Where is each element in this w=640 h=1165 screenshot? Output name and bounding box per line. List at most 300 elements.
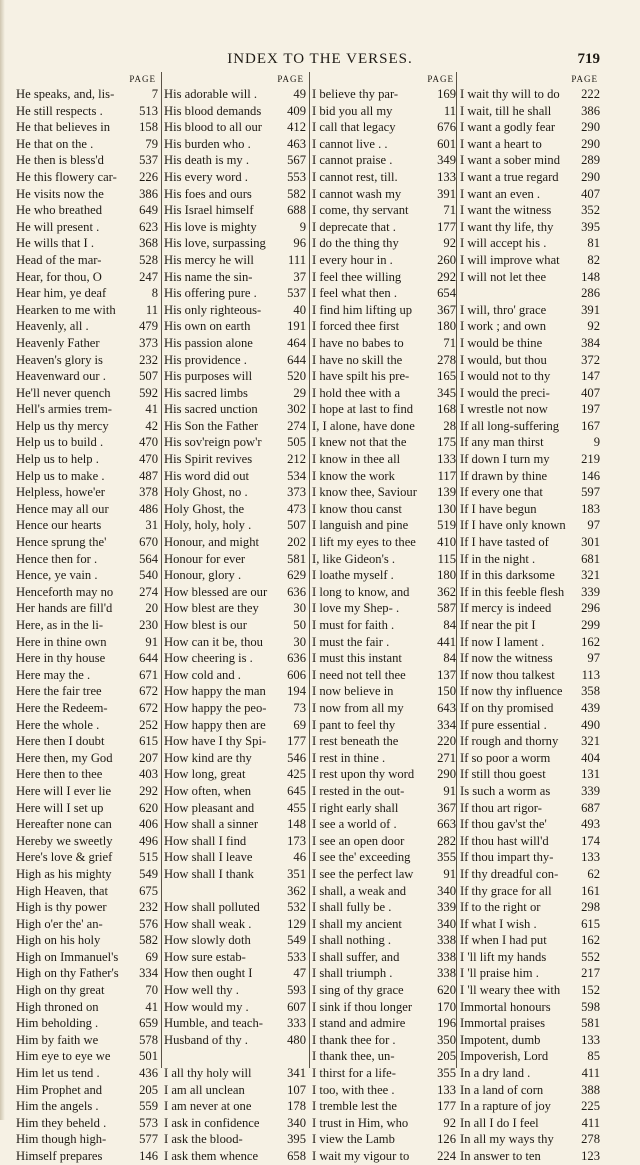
entry-first-line: Immortal honours — [460, 999, 551, 1014]
index-entry — [164, 999, 306, 1016]
entry-first-line: Hear him, ye deaf — [16, 286, 107, 301]
entry-page-number: 296 — [581, 601, 600, 616]
entry-page-number: 169 — [437, 87, 456, 101]
entry-first-line: In answer to ten — [460, 1149, 541, 1163]
entry-first-line: His death is my . — [164, 153, 250, 168]
entry-page-number: 133 — [437, 169, 456, 184]
entry-page-number: 62 — [587, 866, 600, 881]
entry-first-line: I rest in thine . — [312, 750, 386, 765]
entry-first-line: Here may the . — [16, 667, 91, 682]
entry-first-line: How blest is our — [164, 618, 247, 632]
entry-page-number: 84 — [443, 651, 456, 666]
entry-page-number: 373 — [139, 335, 158, 350]
index-entry — [312, 202, 456, 219]
index-entry — [164, 534, 306, 551]
entry-first-line: How would my . — [164, 999, 249, 1014]
entry-page-number: 30 — [293, 601, 306, 616]
index-entry — [460, 584, 600, 601]
entry-page-number: 479 — [139, 319, 158, 334]
index-entry — [164, 916, 306, 933]
index-entry — [16, 1048, 158, 1065]
index-entry — [164, 86, 306, 103]
entry-page-number: 373 — [287, 485, 306, 500]
entry-first-line: How blest are they — [164, 601, 259, 616]
entry-first-line: If in this feeble flesh — [460, 584, 565, 599]
entry-first-line: He that believes in — [16, 120, 111, 135]
entry-page-number: 97 — [587, 518, 600, 533]
entry-first-line: Him they beheld . — [16, 1115, 107, 1130]
entry-first-line: I would be thine — [460, 335, 543, 350]
entry-page-number: 232 — [139, 352, 158, 367]
index-column-4 — [460, 72, 600, 1163]
entry-first-line: I 'll praise him . — [460, 966, 539, 981]
entry-page-number: 282 — [437, 833, 456, 848]
index-entry — [16, 949, 158, 966]
entry-first-line: I forced thee first — [312, 319, 400, 334]
entry-page-number: 115 — [437, 551, 456, 566]
index-entry — [312, 119, 456, 136]
entry-first-line: I cannot wash my — [312, 186, 402, 201]
index-entry — [164, 434, 306, 451]
entry-page-number: 559 — [139, 1099, 158, 1114]
index-entry — [16, 318, 158, 335]
index-entry — [460, 269, 600, 286]
index-entry — [312, 219, 456, 236]
index-entry — [16, 634, 158, 651]
entry-page-number: 410 — [437, 535, 456, 550]
index-entry — [460, 932, 600, 949]
entry-first-line: His every word . — [164, 169, 248, 184]
entry-page-number: 470 — [139, 452, 158, 467]
entry-page-number: 302 — [287, 402, 306, 417]
entry-page-number: 629 — [287, 568, 306, 583]
index-entry — [16, 1065, 158, 1082]
entry-first-line: Heavenward our . — [16, 369, 106, 384]
index-entry — [164, 335, 306, 352]
entry-page-number: 340 — [287, 1115, 306, 1130]
index-entry — [164, 717, 306, 734]
entry-first-line: Holy Ghost, the — [164, 501, 245, 516]
entry-first-line: I loathe myself . — [312, 568, 394, 583]
column-label: PAGE — [277, 74, 304, 84]
entry-page-number: 139 — [437, 485, 456, 500]
entry-page-number: 338 — [437, 949, 456, 964]
entry-first-line: I shall my ancient — [312, 916, 402, 931]
entry-first-line: High Heaven, that — [16, 883, 108, 898]
index-entry — [164, 484, 306, 501]
entry-page-number: 180 — [437, 568, 456, 583]
entry-first-line: I know thou canst — [312, 501, 402, 516]
entry-first-line: Honour, and might — [164, 535, 259, 550]
entry-page-number: 146 — [581, 468, 600, 483]
entry-page-number: 532 — [287, 900, 306, 915]
entry-first-line: I languish and pine — [312, 518, 409, 533]
index-entry — [164, 285, 306, 302]
index-entry — [16, 883, 158, 900]
entry-first-line: I too, with thee . — [312, 1082, 395, 1097]
index-entry — [16, 451, 158, 468]
entry-page-number: 368 — [139, 236, 158, 251]
entry-page-number: 207 — [139, 750, 158, 765]
page-number: 719 — [577, 51, 600, 67]
entry-page-number: 620 — [437, 983, 456, 998]
entry-page-number: 271 — [437, 750, 456, 765]
entry-first-line: I must this instant — [312, 651, 402, 666]
entry-page-number: 178 — [287, 1099, 306, 1114]
entry-first-line: I will, thro' grace — [460, 302, 547, 317]
index-entry — [16, 600, 158, 617]
entry-page-number: 133 — [437, 452, 456, 467]
index-entry — [460, 899, 600, 916]
index-entry — [164, 252, 306, 269]
index-entry — [16, 119, 158, 136]
entry-first-line: I view the Lamb — [312, 1132, 395, 1147]
index-entry — [312, 169, 456, 186]
entry-first-line: I know in thee all — [312, 452, 401, 467]
entry-page-number: 567 — [287, 153, 306, 168]
index-entry — [460, 235, 600, 252]
entry-page-number: 71 — [443, 203, 456, 218]
entry-first-line: His own on earth — [164, 319, 251, 334]
entry-first-line: Hence our hearts — [16, 518, 102, 533]
entry-first-line: I sink if thou longer — [312, 999, 413, 1014]
entry-first-line: How sure estab- — [164, 949, 246, 964]
entry-first-line: He still respects . — [16, 103, 103, 118]
entry-first-line: I have no babes to — [312, 335, 404, 350]
entry-first-line: I all thy holy will — [164, 1066, 252, 1081]
entry-first-line: Here the fair tree — [16, 684, 102, 699]
entry-page-number: 681 — [581, 551, 600, 566]
index-entry — [312, 717, 456, 734]
entry-page-number: 50 — [293, 618, 306, 632]
entry-page-number: 388 — [581, 1082, 600, 1097]
index-entry — [460, 833, 600, 850]
entry-first-line: If drawn by thine — [460, 468, 548, 483]
entry-first-line: I want thy life, thy — [460, 219, 554, 234]
entry-first-line: I bid you all my — [312, 103, 393, 118]
entry-first-line: I see an open door — [312, 833, 405, 848]
entry-first-line: I believe thy par- — [312, 87, 399, 101]
index-entry — [164, 401, 306, 418]
entry-page-number: 69 — [145, 949, 158, 964]
entry-first-line: How can it be, thou — [164, 634, 263, 649]
entry-first-line: High is thy power — [16, 900, 107, 915]
index-entry — [460, 1115, 600, 1132]
index-entry — [16, 136, 158, 153]
entry-page-number: 224 — [437, 1149, 456, 1163]
index-entry — [164, 551, 306, 568]
index-entry — [460, 700, 600, 717]
entry-page-number: 299 — [581, 618, 600, 632]
index-entry — [164, 1082, 306, 1099]
entry-list — [16, 86, 158, 1165]
index-entry — [16, 468, 158, 485]
entry-page-number: 581 — [581, 1016, 600, 1031]
entry-page-number: 92 — [587, 319, 600, 334]
entry-page-number: 338 — [437, 966, 456, 981]
index-entry — [460, 451, 600, 468]
entry-page-number: 173 — [287, 833, 306, 848]
entry-first-line: I see the perfect law — [312, 866, 414, 881]
index-entry — [460, 816, 600, 833]
entry-page-number: 29 — [293, 385, 306, 400]
entry-first-line: High throned on — [16, 999, 99, 1014]
entry-page-number: 42 — [145, 418, 158, 433]
entry-first-line: If mercy is indeed — [460, 601, 552, 616]
entry-page-number: 644 — [287, 352, 306, 367]
entry-first-line: Here will I ever lie — [16, 783, 112, 798]
entry-first-line: I, I alone, have done — [312, 418, 415, 433]
index-entry — [460, 1065, 600, 1082]
entry-page-number: 20 — [145, 601, 158, 616]
index-entry — [164, 152, 306, 169]
entry-first-line: His only righteous- — [164, 302, 262, 317]
index-entry — [460, 169, 600, 186]
entry-page-number: 672 — [139, 684, 158, 699]
entry-page-number: 620 — [139, 800, 158, 815]
index-entry — [312, 468, 456, 485]
entry-first-line: I will accept his . — [460, 236, 547, 251]
entry-first-line: How slowly doth — [164, 933, 251, 948]
entry-page-number: 81 — [587, 236, 600, 251]
index-entry — [460, 916, 600, 933]
index-entry — [312, 634, 456, 651]
entry-page-number: 386 — [139, 186, 158, 201]
entry-page-number: 298 — [581, 900, 600, 915]
index-entry — [312, 103, 456, 120]
page-binding-edge — [0, 0, 5, 1120]
index-entry — [312, 484, 456, 501]
index-entry — [16, 368, 158, 385]
index-entry — [16, 551, 158, 568]
entry-first-line: High o'er the' an- — [16, 916, 103, 931]
index-entry — [312, 318, 456, 335]
entry-page-number: 177 — [437, 1099, 456, 1114]
index-entry — [460, 136, 600, 153]
entry-first-line: If on thy promised — [460, 700, 554, 715]
entry-page-number: 372 — [581, 352, 600, 367]
entry-first-line: He speaks, and, lis- — [16, 87, 115, 101]
entry-first-line: Immortal praises — [460, 1016, 545, 1031]
entry-page-number: 411 — [581, 1115, 600, 1130]
entry-page-number: 46 — [293, 850, 306, 865]
entry-page-number: 341 — [287, 1066, 306, 1081]
entry-page-number: 395 — [581, 219, 600, 234]
entry-first-line: Help us thy mercy — [16, 418, 109, 433]
entry-page-number: 7 — [151, 87, 158, 101]
entry-first-line: Hence, ye vain . — [16, 568, 98, 583]
entry-first-line: I shall, a weak and — [312, 883, 407, 898]
entry-page-number: 582 — [287, 186, 306, 201]
entry-first-line: I have spilt his pre- — [312, 369, 410, 384]
entry-page-number: 345 — [437, 385, 456, 400]
index-entry — [460, 517, 600, 534]
entry-first-line: If any man thirst — [460, 435, 544, 450]
entry-page-number: 549 — [139, 866, 158, 881]
entry-page-number: 123 — [581, 1149, 600, 1163]
entry-page-number: 576 — [139, 916, 158, 931]
entry-first-line: Honour for ever — [164, 551, 246, 566]
entry-page-number: 292 — [437, 269, 456, 284]
entry-first-line: His offering pure . — [164, 286, 257, 301]
entry-first-line: I shall suffer, and — [312, 949, 400, 964]
entry-page-number: 71 — [443, 335, 456, 350]
entry-first-line: Holy Ghost, no . — [164, 485, 248, 500]
entry-first-line: Here then I doubt — [16, 734, 105, 749]
index-entry — [312, 1048, 456, 1065]
index-entry — [164, 501, 306, 518]
entry-first-line: He then is bless'd — [16, 153, 104, 168]
entry-page-number: 191 — [287, 319, 306, 334]
entry-first-line: I wait my vigour to — [312, 1149, 410, 1163]
entry-page-number: 441 — [437, 634, 456, 649]
entry-first-line: How shall I find — [164, 833, 247, 848]
entry-first-line: His word did out — [164, 468, 250, 483]
entry-first-line: High on Immanuel's — [16, 949, 119, 964]
entry-page-number: 92 — [443, 1115, 456, 1130]
index-entry — [460, 318, 600, 335]
entry-first-line: If now thy influence — [460, 684, 563, 699]
entry-page-number: 84 — [443, 618, 456, 632]
entry-page-number: 47 — [293, 966, 306, 981]
index-entry — [312, 335, 456, 352]
entry-page-number: 540 — [139, 568, 158, 583]
entry-first-line: Here then, my God — [16, 750, 113, 765]
entry-first-line: How shall a sinner — [164, 817, 259, 832]
entry-page-number: 578 — [139, 1032, 158, 1047]
index-entry — [460, 634, 600, 651]
entry-page-number: 133 — [581, 1032, 600, 1047]
entry-first-line: Holy, holy, holy . — [164, 518, 252, 533]
index-entry — [16, 783, 158, 800]
entry-first-line: If down I turn my — [460, 452, 550, 467]
entry-page-number: 92 — [443, 236, 456, 251]
entry-first-line: Him the angels . — [16, 1099, 99, 1114]
index-entry — [312, 1098, 456, 1115]
entry-page-number: 643 — [437, 700, 456, 715]
entry-first-line: If what I wish . — [460, 916, 537, 931]
index-entry — [460, 999, 600, 1016]
entry-first-line: I trust in Him, who — [312, 1115, 409, 1130]
entry-page-number: 391 — [437, 186, 456, 201]
entry-page-number: 411 — [581, 1066, 600, 1081]
entry-page-number: 9 — [299, 219, 306, 234]
entry-first-line: If so poor a worm — [460, 750, 551, 765]
index-entry — [312, 667, 456, 684]
entry-page-number: 493 — [581, 817, 600, 832]
entry-first-line: Hear, for thou, O — [16, 269, 102, 284]
entry-page-number: 403 — [139, 767, 158, 782]
index-entry — [312, 949, 456, 966]
entry-first-line: I sing of thy grace — [312, 983, 404, 998]
entry-first-line: I feel thee willing — [312, 269, 402, 284]
entry-first-line: I hold thee with a — [312, 385, 401, 400]
index-entry — [312, 783, 456, 800]
index-entry — [312, 916, 456, 933]
entry-first-line: I ask in confidence — [164, 1115, 260, 1130]
entry-first-line: If I have begun — [460, 501, 537, 516]
entry-page-number: 69 — [293, 717, 306, 732]
entry-page-number: 386 — [581, 103, 600, 118]
entry-first-line: Here will I set up — [16, 800, 104, 815]
entry-page-number: 409 — [287, 103, 306, 118]
index-entry — [16, 617, 158, 634]
entry-page-number: 334 — [139, 966, 158, 981]
index-entry — [164, 600, 306, 617]
index-entry — [460, 567, 600, 584]
entry-page-number: 597 — [581, 485, 600, 500]
entry-page-number: 407 — [581, 186, 600, 201]
entry-first-line: In all I do I feel — [460, 1115, 539, 1130]
index-entry — [460, 866, 600, 883]
entry-page-number: 180 — [437, 319, 456, 334]
index-entry — [460, 1048, 600, 1065]
index-entry — [164, 1115, 306, 1132]
entry-page-number: 463 — [287, 136, 306, 151]
index-entry — [164, 1148, 306, 1165]
index-entry — [16, 932, 158, 949]
index-column-2 — [164, 72, 306, 1163]
entry-first-line: I would, but thou — [460, 352, 547, 367]
index-entry — [312, 551, 456, 568]
entry-page-number: 91 — [443, 783, 456, 798]
index-entry — [312, 584, 456, 601]
entry-page-number: 487 — [139, 468, 158, 483]
entry-page-number: 378 — [139, 485, 158, 500]
index-entry — [16, 186, 158, 203]
entry-first-line: His blood demands — [164, 103, 262, 118]
entry-first-line: I feel what then . — [312, 286, 397, 301]
entry-page-number: 395 — [287, 1132, 306, 1147]
index-entry — [312, 650, 456, 667]
entry-page-number: 230 — [139, 618, 158, 632]
index-entry — [164, 219, 306, 236]
entry-first-line: I right early shall — [312, 800, 399, 815]
entry-page-number: 31 — [145, 518, 158, 533]
entry-first-line: In a rapture of joy — [460, 1099, 551, 1114]
index-entry — [460, 434, 600, 451]
entry-page-number: 553 — [287, 169, 306, 184]
entry-page-number: 292 — [139, 783, 158, 798]
entry-page-number: 533 — [287, 949, 306, 964]
index-entry — [312, 1065, 456, 1082]
entry-first-line: If thou gav'st the' — [460, 817, 547, 832]
entry-page-number: 384 — [581, 335, 600, 350]
entry-first-line: Impoverish, Lord — [460, 1049, 549, 1064]
entry-first-line: Hearken to me with — [16, 302, 116, 317]
index-entry — [16, 169, 158, 186]
entry-page-number: 290 — [581, 169, 600, 184]
entry-first-line: He who breathed — [16, 203, 103, 218]
index-entry — [312, 600, 456, 617]
index-entry — [460, 717, 600, 734]
entry-first-line: I want a true regard — [460, 169, 559, 184]
entry-page-number: 334 — [437, 717, 456, 732]
entry-page-number: 549 — [287, 933, 306, 948]
entry-first-line: His adorable will . — [164, 87, 258, 101]
index-entry — [16, 833, 158, 850]
entry-page-number: 290 — [437, 767, 456, 782]
index-entry — [16, 86, 158, 103]
entry-first-line: I want a sober mind — [460, 153, 561, 168]
entry-page-number: 362 — [287, 883, 306, 898]
entry-page-number: 537 — [287, 286, 306, 301]
entry-first-line: His love, surpassing — [164, 236, 266, 251]
entry-first-line: If now I lament . — [460, 634, 545, 649]
entry-page-number: 675 — [139, 883, 158, 898]
index-entry — [312, 534, 456, 551]
index-entry — [164, 1098, 306, 1115]
